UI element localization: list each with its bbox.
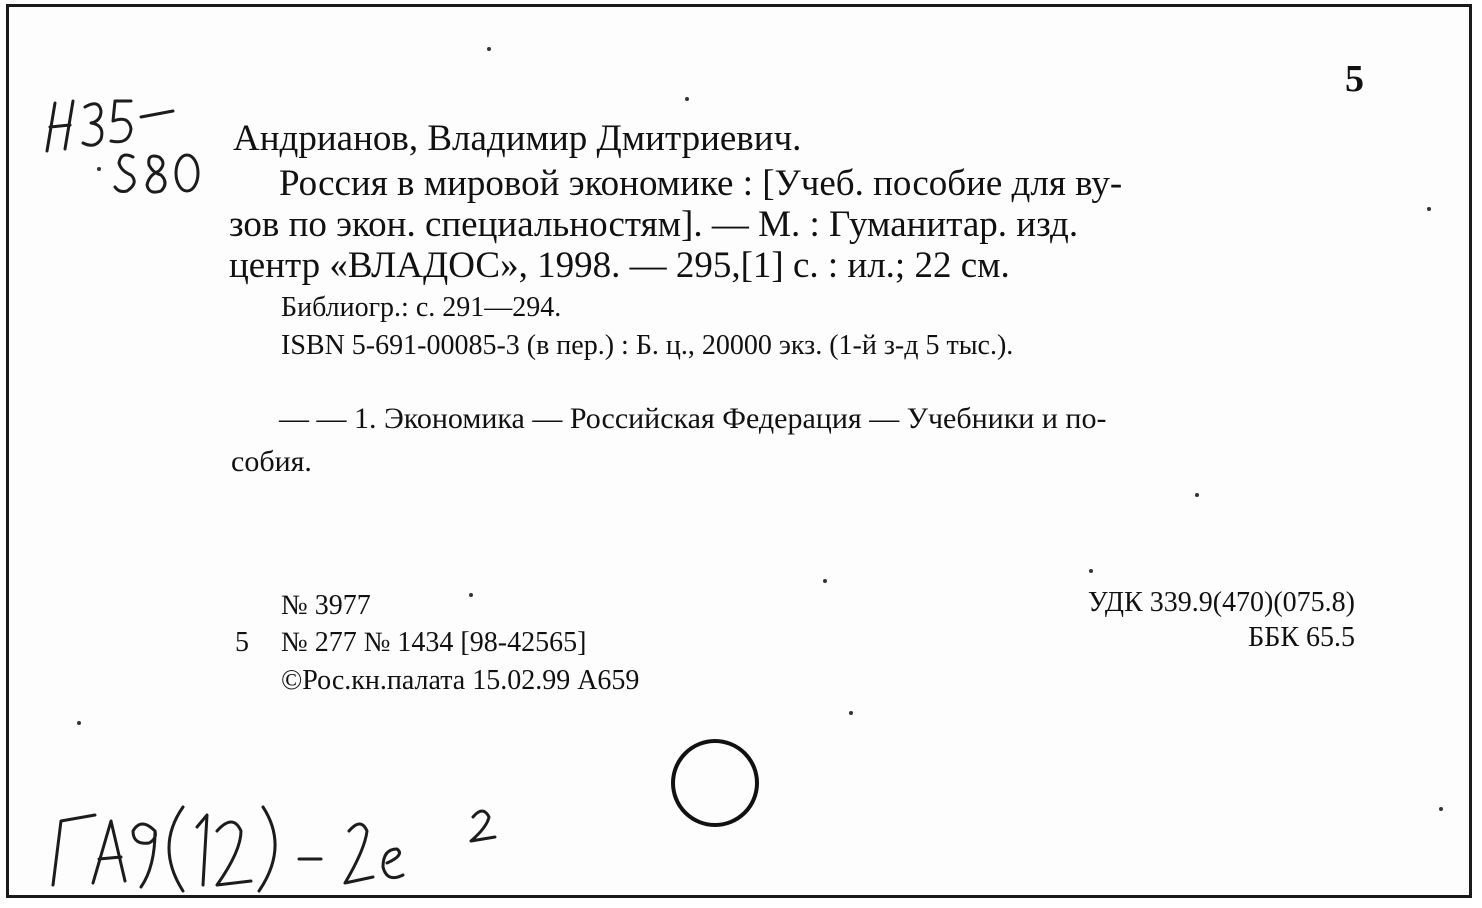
- udk-code: УДК 339.9(470)(075.8): [1087, 587, 1355, 618]
- page-number: 5: [1345, 58, 1364, 100]
- isbn-line: ISBN 5-691-00085-3 (в пер.) : Б. ц., 20000 экз. (1-й з-д 5 тыс.).: [281, 330, 1014, 361]
- title-line: зов по экон. специальностям]. — М. : Гуманитар. изд.: [229, 204, 1079, 245]
- title-line: Россия в мировой экономике : [Учеб. пособие для ву-: [279, 163, 1123, 204]
- stamp-circle: [671, 739, 759, 827]
- registry-number: № 3977: [281, 590, 371, 621]
- handwritten-call-number: [37, 91, 237, 201]
- bibliography-note: Библиогр.: с. 291—294.: [281, 292, 562, 323]
- title-line: центр «ВЛАДОС», 1998. — 295,[1] с. : ил.; 22 см.: [229, 245, 1010, 286]
- subject-line: собия.: [231, 445, 312, 478]
- registry-number: № 277 № 1434 [98-42565]: [281, 627, 587, 658]
- subject-line: — — 1. Экономика — Российская Федерация — Учебники и по-: [279, 402, 1107, 435]
- bbk-code: ББК 65.5: [1248, 622, 1355, 653]
- handwritten-bottom-note: [37, 787, 517, 897]
- author-heading: Андрианов, Владимир Дмитриевич.: [233, 118, 802, 159]
- catalog-card: [6, 4, 1472, 898]
- registry-copyright: ©Рос.кн.палата 15.02.99 А659: [281, 665, 640, 696]
- registry-side-number: 5: [235, 627, 249, 658]
